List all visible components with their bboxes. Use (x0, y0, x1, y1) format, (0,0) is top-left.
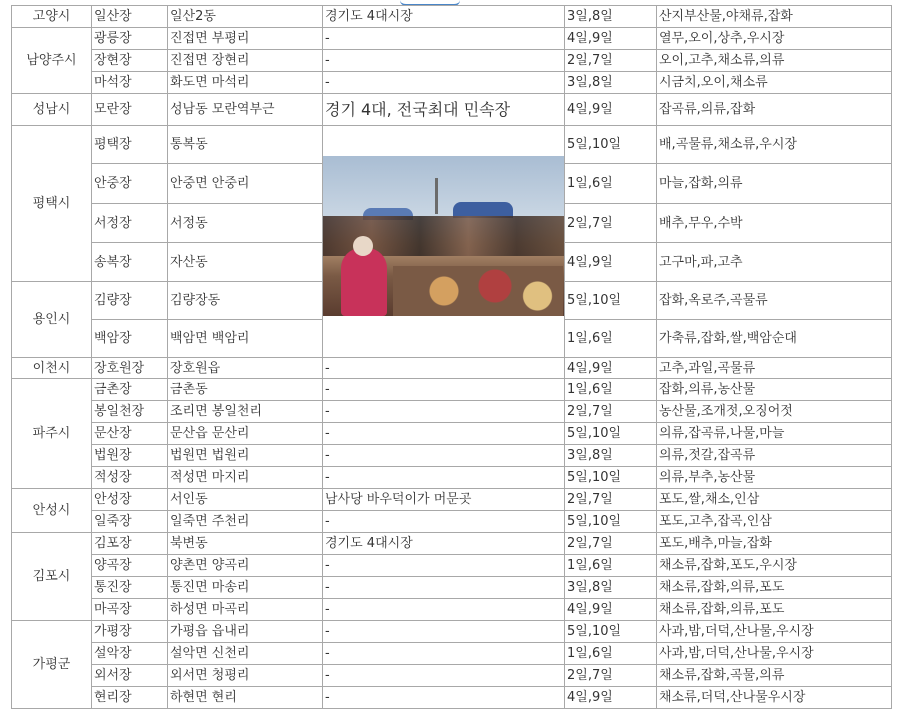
market-cell: 안중장 (92, 164, 168, 204)
items-cell: 고구마,파,고추 (657, 243, 892, 282)
items-cell: 시금치,오이,채소류 (657, 72, 892, 94)
table-row (12, 94, 892, 126)
description-cell: 경기도 4대시장 (323, 533, 565, 555)
items-cell: 의류,잡곡류,나물,마늘 (657, 423, 892, 445)
market-cell: 백암장 (92, 320, 168, 358)
items-cell: 고추,과일,곡물류 (657, 358, 892, 379)
photo-vendor-head (353, 236, 373, 256)
days-cell: 2일,7일 (565, 204, 657, 243)
days-cell: 3일,8일 (565, 72, 657, 94)
items-cell: 잡화,의류,농산물 (657, 379, 892, 401)
table-row (12, 665, 892, 687)
table-row (12, 533, 892, 555)
market-cell: 문산장 (92, 423, 168, 445)
table-row (12, 50, 892, 72)
table-row (12, 6, 892, 28)
description-cell: - (323, 599, 565, 621)
location-cell: 설악면 신천리 (168, 643, 323, 665)
location-cell: 장호원읍 (168, 358, 323, 379)
description-cell: - (323, 28, 565, 50)
items-cell: 사과,밤,더덕,산나물,우시장 (657, 621, 892, 643)
table-row (12, 511, 892, 533)
days-cell: 5일,10일 (565, 621, 657, 643)
location-cell: 화도면 마석리 (168, 72, 323, 94)
location-cell: 법원면 법원리 (168, 445, 323, 467)
days-cell: 1일,6일 (565, 379, 657, 401)
market-cell: 서정장 (92, 204, 168, 243)
location-cell: 통복동 (168, 126, 323, 164)
city-cell: 안성시 (12, 489, 92, 533)
items-cell: 사과,밤,더덕,산나물,우시장 (657, 643, 892, 665)
days-cell: 4일,9일 (565, 687, 657, 709)
items-cell: 채소류,잡화,의류,포도 (657, 577, 892, 599)
city-cell: 파주시 (12, 379, 92, 489)
description-cell: - (323, 621, 565, 643)
days-cell: 2일,7일 (565, 533, 657, 555)
location-cell: 일산2동 (168, 6, 323, 28)
table-row (12, 621, 892, 643)
city-cell: 가평군 (12, 621, 92, 709)
location-cell: 안중면 안중리 (168, 164, 323, 204)
table-row (12, 126, 892, 164)
market-photo (323, 156, 565, 316)
market-cell: 설악장 (92, 643, 168, 665)
table-row (12, 577, 892, 599)
location-cell: 가평읍 읍내리 (168, 621, 323, 643)
market-cell: 가평장 (92, 621, 168, 643)
items-cell: 배추,무우,수박 (657, 204, 892, 243)
table-row (12, 28, 892, 50)
description-cell: - (323, 423, 565, 445)
location-cell: 외서면 청평리 (168, 665, 323, 687)
location-cell: 진접면 부평리 (168, 28, 323, 50)
city-cell: 용인시 (12, 282, 92, 358)
market-cell: 마곡장 (92, 599, 168, 621)
days-cell: 4일,9일 (565, 358, 657, 379)
description-cell: 남사당 바우덕이가 머문곳 (323, 489, 565, 511)
market-cell: 양곡장 (92, 555, 168, 577)
days-cell: 2일,7일 (565, 50, 657, 72)
location-cell: 하성면 마곡리 (168, 599, 323, 621)
description-cell: - (323, 379, 565, 401)
description-cell: - (323, 358, 565, 379)
location-cell: 자산동 (168, 243, 323, 282)
description-cell: - (323, 467, 565, 489)
market-cell: 외서장 (92, 665, 168, 687)
city-cell: 이천시 (12, 358, 92, 379)
table-row (12, 467, 892, 489)
items-cell: 포도,배추,마늘,잡화 (657, 533, 892, 555)
location-cell: 통진면 마송리 (168, 577, 323, 599)
table-row (12, 643, 892, 665)
days-cell: 1일,6일 (565, 555, 657, 577)
market-cell: 적성장 (92, 467, 168, 489)
days-cell: 1일,6일 (565, 643, 657, 665)
location-cell: 조리면 봉일천리 (168, 401, 323, 423)
items-cell: 의류,젓갈,잡곡류 (657, 445, 892, 467)
items-cell: 채소류,잡화,곡물,의류 (657, 665, 892, 687)
table-row (12, 379, 892, 401)
days-cell: 2일,7일 (565, 665, 657, 687)
location-cell: 서정동 (168, 204, 323, 243)
location-cell: 하현면 현리 (168, 687, 323, 709)
days-cell: 5일,10일 (565, 467, 657, 489)
market-cell: 일죽장 (92, 511, 168, 533)
items-cell: 열무,오이,상추,우시장 (657, 28, 892, 50)
market-cell: 마석장 (92, 72, 168, 94)
description-cell: - (323, 445, 565, 467)
market-cell: 송복장 (92, 243, 168, 282)
items-cell: 마늘,잡화,의류 (657, 164, 892, 204)
table-row (12, 489, 892, 511)
market-cell: 장호원장 (92, 358, 168, 379)
items-cell: 배,곡물류,채소류,우시장 (657, 126, 892, 164)
description-cell: - (323, 665, 565, 687)
location-cell: 성남동 모란역부근 (168, 94, 323, 126)
market-cell: 금촌장 (92, 379, 168, 401)
table-row (12, 599, 892, 621)
market-cell: 김포장 (92, 533, 168, 555)
location-cell: 양촌면 양곡리 (168, 555, 323, 577)
photo-vendor (341, 248, 387, 316)
market-cell: 법원장 (92, 445, 168, 467)
market-cell: 현리장 (92, 687, 168, 709)
days-cell: 3일,8일 (565, 577, 657, 599)
location-cell: 적성면 마지리 (168, 467, 323, 489)
table-row (12, 555, 892, 577)
days-cell: 1일,6일 (565, 320, 657, 358)
items-cell: 가축류,잡화,쌀,백암순대 (657, 320, 892, 358)
location-cell: 문산읍 문산리 (168, 423, 323, 445)
items-cell: 산지부산물,야채류,잡화 (657, 6, 892, 28)
description-cell: - (323, 72, 565, 94)
days-cell: 2일,7일 (565, 401, 657, 423)
market-cell: 안성장 (92, 489, 168, 511)
items-cell: 잡화,옥로주,곡물류 (657, 282, 892, 320)
location-cell: 북변동 (168, 533, 323, 555)
days-cell: 3일,8일 (565, 445, 657, 467)
location-cell: 일죽면 주천리 (168, 511, 323, 533)
location-cell: 서인동 (168, 489, 323, 511)
items-cell: 의류,부추,농산물 (657, 467, 892, 489)
city-cell: 고양시 (12, 6, 92, 28)
items-cell: 포도,쌀,채소,인삼 (657, 489, 892, 511)
city-cell: 평택시 (12, 126, 92, 282)
table-row (12, 423, 892, 445)
table-row (12, 445, 892, 467)
days-cell: 4일,9일 (565, 28, 657, 50)
photo-baskets (393, 266, 563, 316)
description-cell: - (323, 511, 565, 533)
market-cell: 김량장 (92, 282, 168, 320)
location-cell: 김량장동 (168, 282, 323, 320)
city-cell: 김포시 (12, 533, 92, 621)
items-cell: 채소류,더덕,산나물우시장 (657, 687, 892, 709)
photo-cell (323, 126, 565, 358)
days-cell: 2일,7일 (565, 489, 657, 511)
days-cell: 4일,9일 (565, 599, 657, 621)
items-cell: 오이,고추,채소류,의류 (657, 50, 892, 72)
description-cell: 경기도 4대시장 (323, 6, 565, 28)
items-cell: 채소류,잡화,의류,포도 (657, 599, 892, 621)
location-cell: 금촌동 (168, 379, 323, 401)
days-cell: 3일,8일 (565, 6, 657, 28)
market-cell: 일산장 (92, 6, 168, 28)
city-cell: 성남시 (12, 94, 92, 126)
table-row (12, 687, 892, 709)
description-cell: - (323, 555, 565, 577)
days-cell: 5일,10일 (565, 511, 657, 533)
market-table (11, 5, 892, 709)
description-cell: - (323, 643, 565, 665)
days-cell: 5일,10일 (565, 423, 657, 445)
description-cell: - (323, 687, 565, 709)
market-cell: 평택장 (92, 126, 168, 164)
description-cell: - (323, 50, 565, 72)
days-cell: 4일,9일 (565, 243, 657, 282)
days-cell: 5일,10일 (565, 282, 657, 320)
description-cell: 경기 4대, 전국최대 민속장 (323, 94, 565, 126)
market-cell: 통진장 (92, 577, 168, 599)
market-cell: 광릉장 (92, 28, 168, 50)
items-cell: 포도,고추,잡곡,인삼 (657, 511, 892, 533)
market-cell: 모란장 (92, 94, 168, 126)
days-cell: 1일,6일 (565, 164, 657, 204)
market-cell: 장현장 (92, 50, 168, 72)
city-cell: 남양주시 (12, 28, 92, 94)
items-cell: 채소류,잡화,포도,우시장 (657, 555, 892, 577)
location-cell: 진접면 장현리 (168, 50, 323, 72)
bottom-cutoff (0, 709, 905, 717)
days-cell: 5일,10일 (565, 126, 657, 164)
table-row (12, 72, 892, 94)
photo-tower (435, 178, 438, 214)
items-cell: 잡곡류,의류,잡화 (657, 94, 892, 126)
table-row (12, 358, 892, 379)
location-cell: 백암면 백암리 (168, 320, 323, 358)
table-row (12, 401, 892, 423)
days-cell: 4일,9일 (565, 94, 657, 126)
description-cell: - (323, 577, 565, 599)
items-cell: 농산물,조개젓,오징어젓 (657, 401, 892, 423)
market-cell: 봉일천장 (92, 401, 168, 423)
description-cell: - (323, 401, 565, 423)
